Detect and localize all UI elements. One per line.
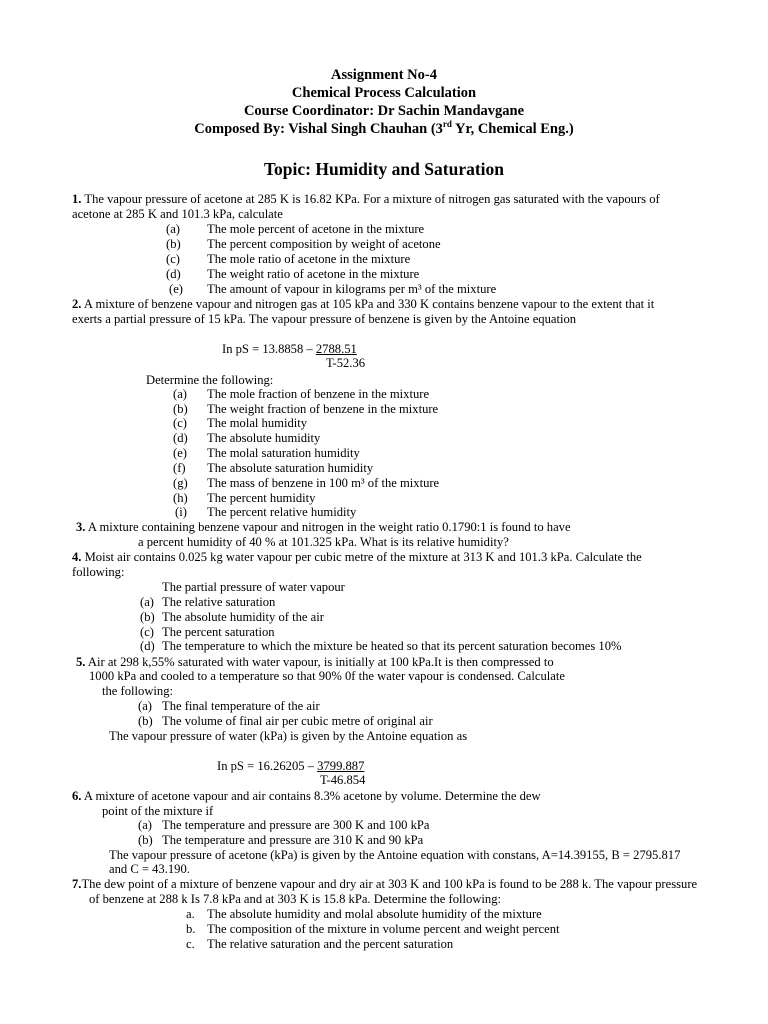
q2-item-b-text: The weight fraction of benzene in the mixture [207, 402, 439, 416]
q3-number: 3. [76, 520, 86, 534]
q4-intro: The partial pressure of water vapour [162, 580, 345, 594]
q1-item-a-label: (a) [166, 222, 180, 236]
q7-text2: of benzene at 288 k Is 7.8 kPa and at 303 K is 15.8 kPa. Determine the following: [89, 892, 502, 906]
q6-item-a-label: (a) [138, 818, 152, 832]
composed-by-pre: Composed By: Vishal Singh Chauhan (3 [194, 121, 443, 137]
q5-number: 5. [76, 655, 86, 669]
q7-item-b-text: The composition of the mixture in volume percent and weight percent [207, 922, 560, 936]
q5-eq-numerator: 3799.887 [317, 759, 365, 773]
q6-text1: A mixture of acetone vapour and air contains 8.3% acetone by volume. Determine the dew [81, 789, 541, 803]
q6-text2: point of the mixture if [102, 804, 214, 818]
q7-item-a-text: The absolute humidity and molal absolute humidity of the mixture [207, 907, 542, 921]
q7-line1 [72, 877, 697, 892]
topic-heading: Topic: Humidity and Saturation [263, 159, 505, 179]
q2-eq-denominator: T-52.36 [326, 356, 366, 370]
q7-text1: The dew point of a mixture of benzene vapour and dry air at 303 K and 100 kPa is found to be 288 k. The vapour pressure [81, 877, 698, 891]
q4-text2: following: [72, 565, 125, 579]
q1-item-b-text: The percent composition by weight of acetone [207, 237, 441, 251]
q5-text3: the following: [102, 684, 174, 698]
q2-item-f-text: The absolute saturation humidity [207, 461, 374, 475]
q4-item-b-label: (b) [140, 610, 155, 624]
q5-eq-denominator: T-46.854 [320, 773, 366, 787]
q6-item-b-label: (b) [138, 833, 153, 847]
q2-item-b-label: (b) [173, 402, 188, 416]
q4-item-b-text: The absolute humidity of the air [162, 610, 324, 624]
q2-equation [222, 342, 357, 357]
q2-item-a-text: The mole fraction of benzene in the mixture [207, 387, 430, 401]
q1-item-c-label: (c) [166, 252, 180, 266]
q2-item-d-text: The absolute humidity [207, 431, 321, 445]
q4-line1 [72, 550, 642, 565]
q1-line1 [72, 192, 660, 207]
q1-item-b-label: (b) [166, 237, 181, 251]
q4-item-a-text: The relative saturation [162, 595, 276, 609]
q4-number: 4. [72, 550, 82, 564]
course-coordinator: Course Coordinator: Dr Sachin Mandavgane [243, 103, 525, 119]
q2-item-i-label: (i) [175, 505, 187, 519]
q2-item-c-text: The molal humidity [207, 416, 308, 430]
composed-by [0, 120, 768, 138]
q5-item-b-label: (b) [138, 714, 153, 728]
q4-item-d-text: The temperature to which the mixture be heated so that its percent saturation becomes 10% [162, 639, 622, 653]
q6-number: 6. [72, 789, 82, 803]
q5-equation [217, 759, 364, 774]
q5-eq-left: In pS = 16.26205 – [217, 759, 318, 773]
q2-item-e-label: (e) [173, 446, 187, 460]
q2-item-e-text: The molal saturation humidity [207, 446, 360, 460]
q4-item-a-label: (a) [140, 595, 154, 609]
q2-item-g-text: The mass of benzene in 100 m³ of the mixture [207, 476, 440, 490]
q2-item-a-label: (a) [173, 387, 187, 401]
course-title: Chemical Process Calculation [291, 85, 477, 101]
assignment-title: Assignment No-4 [331, 67, 437, 83]
q1-item-d-label: (d) [166, 267, 181, 281]
q3-text2: a percent humidity of 40 % at 101.325 kPa. What is its relative humidity? [138, 535, 509, 549]
q1-text1: The vapour pressure of acetone at 285 K is 16.82 KPa. For a mixture of nitrogen gas saturated with the vapours of [81, 192, 660, 206]
q2-number: 2. [72, 297, 82, 311]
q2-item-g-label: (g) [173, 476, 188, 490]
q1-text2: acetone at 285 K and 101.3 kPa, calculate [72, 207, 283, 221]
q4-item-d-label: (d) [140, 639, 155, 653]
q6-item-a-text: The temperature and pressure are 300 K and 100 kPa [162, 818, 430, 832]
q7-item-c-label: c. [186, 937, 195, 951]
q2-item-h-text: The percent humidity [207, 491, 316, 505]
q7-number: 7. [72, 877, 82, 891]
q1-item-e-text: The amount of vapour in kilograms per m³ of the mixture [207, 282, 497, 296]
q5-item-a-text: The final temperature of the air [162, 699, 320, 713]
q5-text1: Air at 298 k,55% saturated with water vapour, is initially at 100 kPa.It is then compressed to [85, 655, 554, 669]
composed-by-sup: rd [442, 119, 452, 130]
q6-line1 [72, 789, 541, 804]
q2-line1 [72, 297, 654, 312]
q1-item-a-text: The mole percent of acetone in the mixture [207, 222, 425, 236]
q1-number: 1. [72, 192, 82, 206]
composed-by-post: Yr, Chemical Eng.) [451, 121, 574, 137]
q2-eq-left: In pS = 13.8858 – [222, 342, 316, 356]
q4-item-c-label: (c) [140, 625, 154, 639]
q5-antoine: The vapour pressure of water (kPa) is given by the Antoine equation as [109, 729, 468, 743]
q2-text2: exerts a partial pressure of 15 kPa. The vapour pressure of benzene is given by the Antoine equation [72, 312, 577, 326]
q6-item-b-text: The temperature and pressure are 310 K and 90 kPa [162, 833, 424, 847]
q2-item-d-label: (d) [173, 431, 188, 445]
q7-item-a-label: a. [186, 907, 195, 921]
q7-item-b-label: b. [186, 922, 196, 936]
q3-text1: A mixture containing benzene vapour and nitrogen in the weight ratio 0.1790:1 is found to have [85, 520, 571, 534]
q5-line1 [76, 655, 554, 670]
q2-eq-numerator: 2788.51 [315, 342, 357, 356]
q2-item-i-text: The percent relative humidity [207, 505, 357, 519]
q4-item-c-text: The percent saturation [162, 625, 275, 639]
q6-text4: and C = 43.190. [109, 862, 190, 876]
q6-text3: The vapour pressure of acetone (kPa) is given by the Antoine equation with constans, A=14.39155, B = 2795.817 [109, 848, 681, 862]
q5-item-b-text: The volume of final air per cubic metre of original air [162, 714, 433, 728]
q2-item-h-label: (h) [173, 491, 188, 505]
q5-item-a-label: (a) [138, 699, 152, 713]
q2-item-c-label: (c) [173, 416, 187, 430]
q4-text1: Moist air contains 0.025 kg water vapour per cubic metre of the mixture at 313 K and 101.3 kPa. Calculate the [81, 550, 642, 564]
q1-item-e-label: (e) [169, 282, 183, 296]
q1-item-d-text: The weight ratio of acetone in the mixture [207, 267, 420, 281]
q7-item-c-text: The relative saturation and the percent saturation [207, 937, 454, 951]
q5-text2: 1000 kPa and cooled to a temperature so that 90% 0f the water vapour is condensed. Calculate [89, 669, 565, 683]
q2-item-f-label: (f) [173, 461, 186, 475]
q2-determine: Determine the following: [146, 373, 274, 387]
q2-text1: A mixture of benzene vapour and nitrogen gas at 105 kPa and 330 K contains benzene vapour to the extent that it [81, 297, 655, 311]
q3-line1 [76, 520, 571, 535]
q1-item-c-text: The mole ratio of acetone in the mixture [207, 252, 411, 266]
